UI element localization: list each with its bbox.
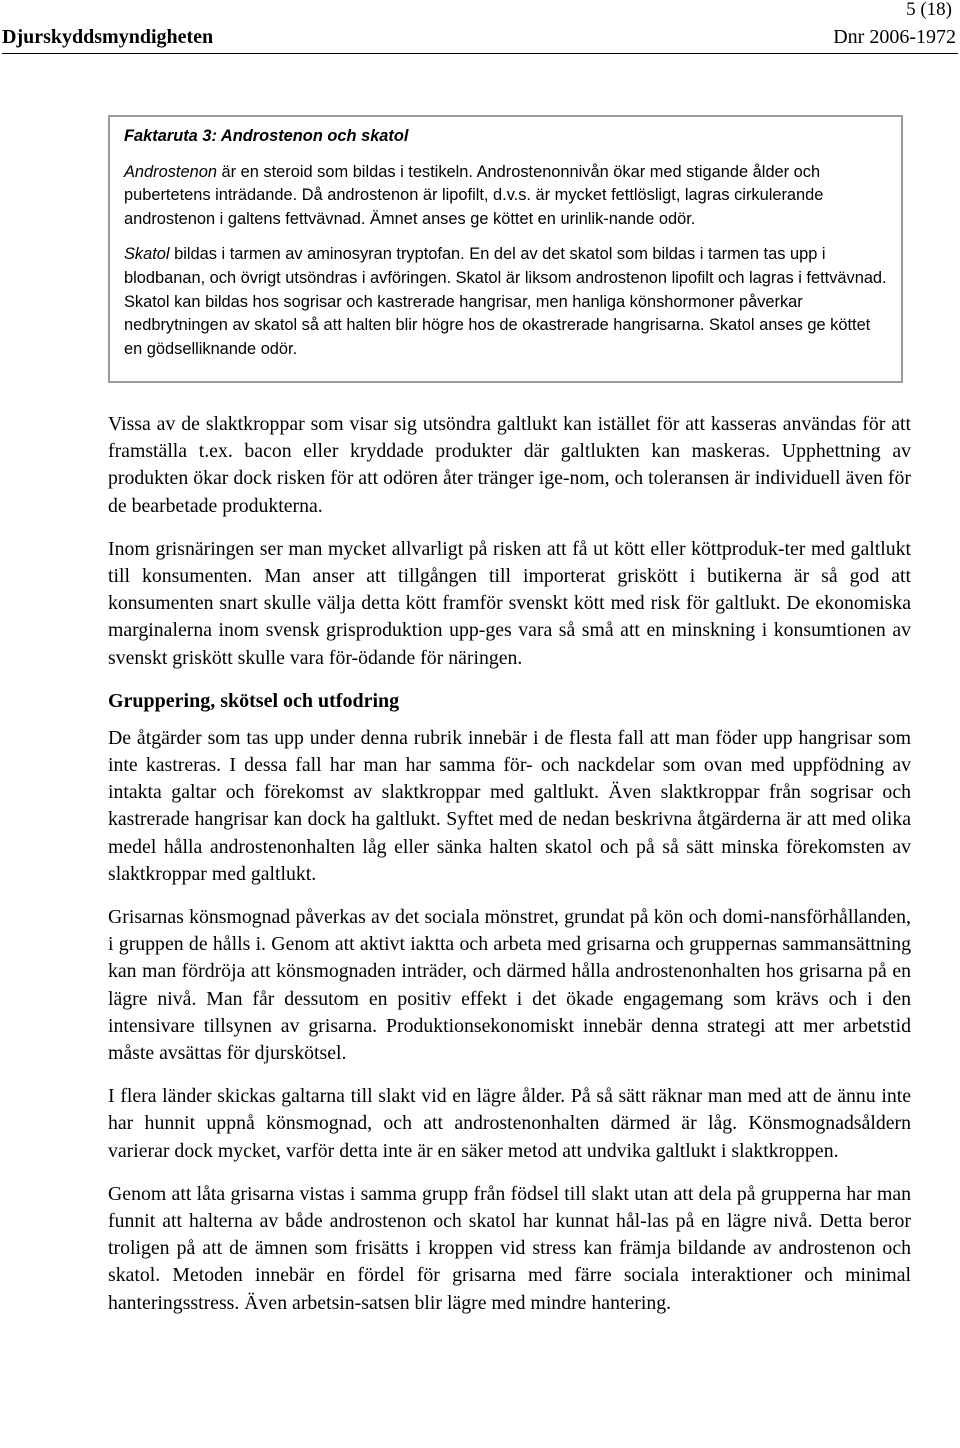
section-heading: Gruppering, skötsel och utfodring (108, 689, 400, 712)
term-skatol: Skatol (124, 245, 170, 264)
header-reference: Dnr 2006-1972 (833, 26, 956, 48)
fact-box-paragraph-androstenon (124, 161, 887, 232)
page-header (2, 25, 958, 54)
paragraph-2: Inom grisnäringen ser man mycket allvarligt på risken att få ut kött eller köttproduk-ter med galtlukt till konsumenten. Man anser att tillgången till importerat griskött i butikerna är så god att konsumenten snart skulle välja detta kött framför svenskt kött med risk för galtlukt. De ekonomiska marginalerna inom svensk grisproduktion upp-ges vara så små att en minskning i konsumtionen av svenskt griskött skulle vara för-ödande för näringen. (108, 537, 911, 669)
fact-box (108, 115, 903, 383)
term-androstenon: Androstenon (124, 162, 217, 181)
fact-box-title: Faktaruta 3: Androstenon och skatol (124, 127, 409, 145)
fact-box-text-androstenon: är en steroid som bildas i testikeln. Androstenonnivån ökar med stigande ålder och pubertetens inträdande. Då androstenon är lipofilt, d.v.s. är mycket fettlösligt, lagras cirkulerande androstenon i galtens fettvävnad. Ämnet anses ge köttet en urinlik-nande odör. (124, 162, 824, 228)
fact-box-text-skatol: bildas i tarmen av aminosyran tryptofan. En del av det skatol som bildas i tarmen tas upp i blodbanan, och övrigt utsöndras i avföringen. Skatol är liksom androstenon lipofilt och lagras i fettvävnad. Skatol kan bildas hos sogrisar och kastrerade hangrisar, men hanliga könshormoner påverkar nedbrytningen av skatol så att halten blir högre hos de okastrerade hangrisarna. Skatol anses ge köttet en gödselliknande odör. (124, 245, 887, 358)
paragraph-6: Genom att låta grisarna vistas i samma grupp från födsel till slakt utan att dela på grupperna har man funnit att halterna av både androstenon och skatol har kunnat hål-las på en lägre nivå. Detta beror troligen på att de ämnen som frisätts i kroppen vid stress kan främja bildande av androstenon och skatol. Metoden innebär en fördel för grisarna med färre sociala interaktioner och minimal hanteringsstress. Även arbetsin-satsen blir lägre med mindre hantering. (108, 1182, 911, 1314)
main-content (108, 411, 911, 1333)
fact-box-paragraph-skatol (124, 243, 887, 361)
paragraph-5: I flera länder skickas galtarna till slakt vid en lägre ålder. På så sätt räknar man med att de ännu inte har hunnit uppnå könsmognad, och att androstenonhalten därmed är låg. Könsmognadsåldern varierar dock mycket, varför detta inte är en säker metod att undvika galtlukt i slaktkroppen. (108, 1085, 911, 1162)
paragraph-4: Grisarnas könsmognad påverkas av det sociala mönstret, grundat på kön och domi-nansförhållanden, i gruppen de hålls i. Genom att aktivt iaktta och arbeta med grisarna och gruppernas sammansättning kan man fördröja att könsmognaden inträder, och därmed hålla androstenonhalten hos grisarna på en lägre nivå. Man får dessutom en positiv effekt i det ökade engagemang som krävs och i den intensivare tillsynen av grisarna. Produktionsekonomiskt innebär denna strategi att mer arbetstid måste avsättas för djurskötsel. (108, 906, 911, 1065)
page-number: 5 (18) (906, 0, 952, 20)
paragraph-1: Vissa av de slaktkroppar som visar sig utsöndra galtlukt kan istället för att kasseras användas för att framställa t.ex. bacon eller kryddade produkter där galtlukten kan maskeras. Upphettning av produkten ökar dock risken för att odören åter tränger ige-nom, och toleransen är individuell även för de bearbetade produkterna. (108, 413, 911, 517)
paragraph-3: De åtgärder som tas upp under denna rubrik innebär i de flesta fall att man föder upp hangrisar som inte kastreras. I dessa fall har man har samma för- och nackdelar som ovan med uppfödning av intakta galtar och förekomst av slaktkroppar med galtlukt. Även slaktkroppar från sogrisar och kastrerade hangrisar kan dock ha galtlukt. Syftet med de nedan beskrivna åtgärderna är att med olika medel hålla androstenonhalten låg eller sänka halten skatol och på så sätt minska förekomsten av slaktkroppar med galtlukt. (108, 726, 911, 885)
header-organization: Djurskyddsmyndigheten (2, 26, 214, 48)
